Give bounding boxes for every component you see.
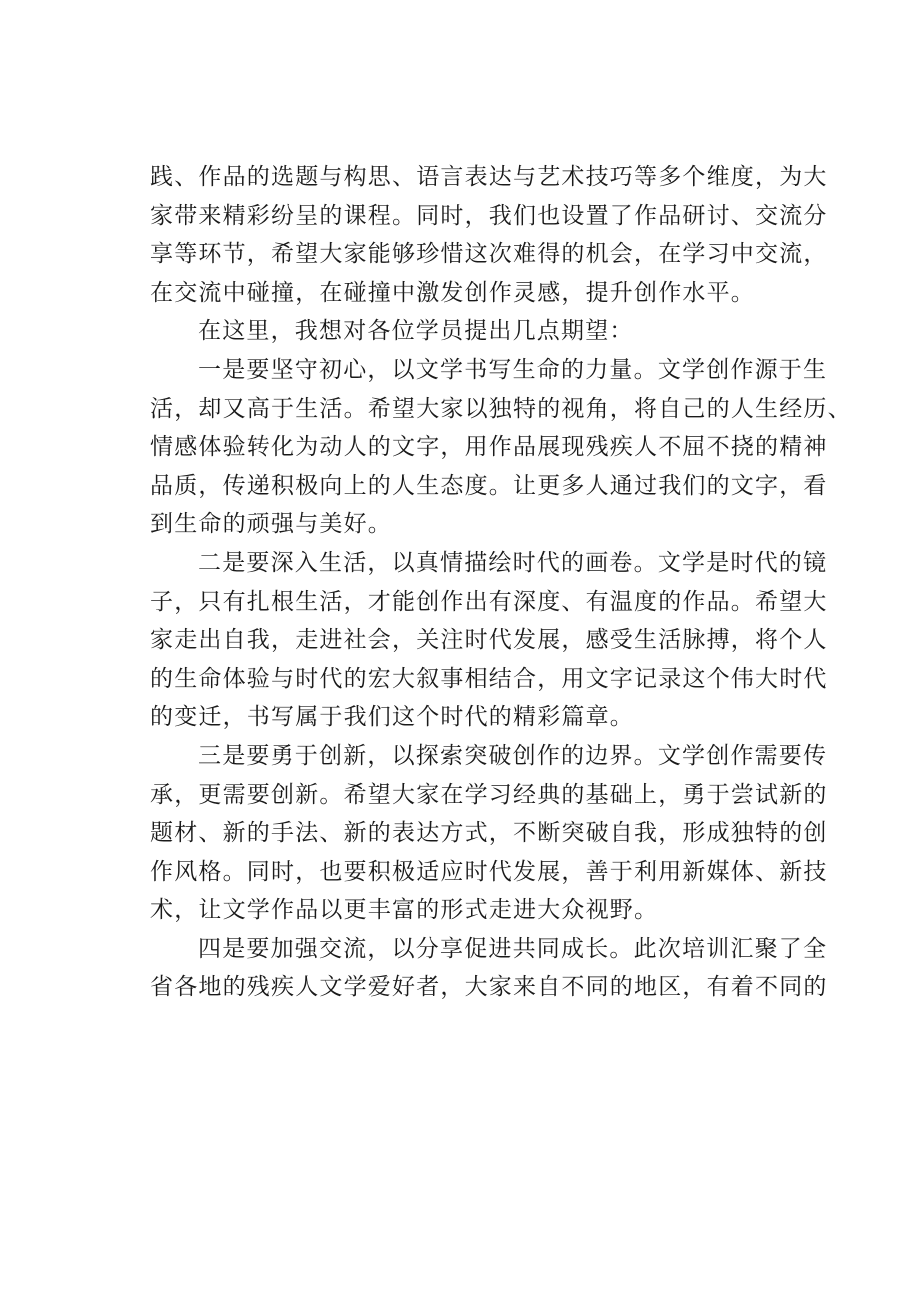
text-line: 品质，传递积极向上的人生态度。让更多人通过我们的文字，看 [150,472,828,499]
text-line: 的变迁，书写属于我们这个时代的精彩篇章。 [150,704,634,731]
para-intro-expectations [150,312,798,351]
text-line: 在交流中碰撞，在碰撞中激发创作灵感，提升创作水平。 [150,279,755,306]
para-continuation [150,158,828,312]
text-line: 享等环节，希望大家能够珍惜这次难得的机会，在学习中交流， [150,241,828,268]
text-line: 到生命的顽强与美好。 [150,511,392,538]
text-line: 践、作品的选题与构思、语言表达与艺术技巧等多个维度，为大 [150,164,828,190]
para-expectation-3 [150,737,828,930]
text-line: 承，更需要创新。希望大家在学习经典的基础上，勇于尝试新的 [150,781,828,808]
text-line: 省各地的残疾人文学爱好者，大家来自不同的地区，有着不同的 [150,974,828,1001]
text-line: 家带来精彩纷呈的课程。同时，我们也设置了作品研讨、交流分 [150,202,828,229]
text-line: 在这里，我想对各位学员提出几点期望： [198,318,634,345]
text-line: 的生命体验与时代的宏大叙事相结合，用文字记录这个伟大时代 [150,665,828,692]
text-line: 术，让文学作品以更丰富的形式走进大众视野。 [150,897,659,924]
text-line: 家走出自我，走进社会，关注时代发展，感受生活脉搏，将个人 [150,627,828,654]
text-line: 子，只有扎根生活，才能创作出有深度、有温度的作品。希望大 [150,588,828,615]
para-expectation-2 [150,544,828,737]
text-line: 二是要深入生活，以真情描绘时代的画卷。文学是时代的镜 [198,549,828,576]
text-line: 活，却又高于生活。希望大家以独特的视角，将自己的人生经历、 [150,395,852,422]
document-body [150,158,852,1007]
text-line: 三是要勇于创新，以探索突破创作的边界。文学创作需要传 [198,742,828,769]
text-line: 四是要加强交流，以分享促进共同成长。此次培训汇聚了全 [198,935,828,962]
text-line: 题材、新的手法、新的表达方式，不断突破自我，形成独特的创 [150,820,828,847]
para-expectation-1 [150,351,852,544]
para-expectation-4 [150,930,828,1007]
text-line: 一是要坚守初心，以文学书写生命的力量。文学创作源于生 [198,356,828,383]
text-line: 作风格。同时，也要积极适应时代发展，善于利用新媒体、新技 [150,858,828,885]
text-line: 情感体验转化为动人的文字，用作品展现残疾人不屈不挠的精神 [150,434,828,461]
